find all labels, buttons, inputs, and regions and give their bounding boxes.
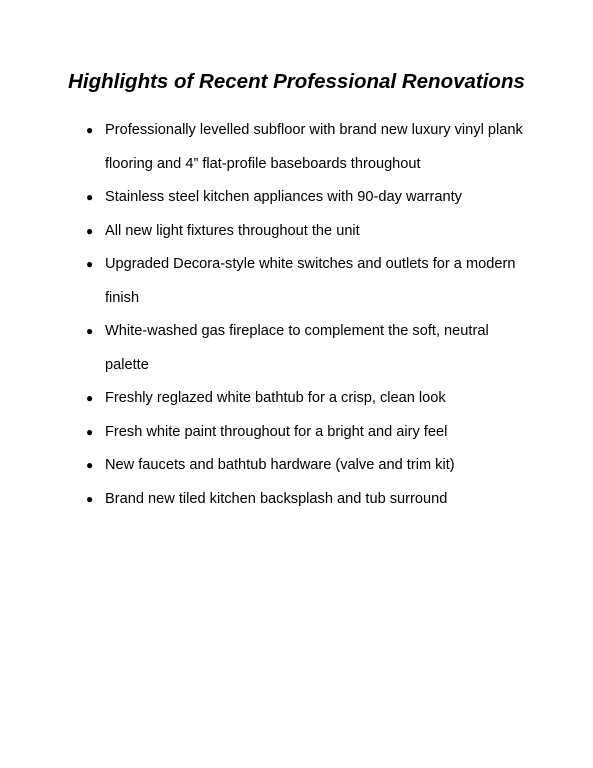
- bullet-icon: ●: [86, 424, 94, 439]
- list-item-text: New faucets and bathtub hardware (valve and trim kit): [105, 457, 455, 473]
- list-item-text: Freshly reglazed white bathtub for a crisp, clean look: [105, 390, 446, 406]
- list-item-text: White-washed gas fireplace to complement the soft, neutral: [105, 323, 489, 339]
- bullet-icon: ●: [86, 257, 94, 271]
- list-item-switches: [86, 248, 545, 315]
- list-item-text: palette: [105, 356, 149, 373]
- list-item-light-fixtures: [86, 215, 545, 249]
- list-item-bathtub: [86, 382, 545, 416]
- list-item-text: All new light fixtures throughout the unit: [105, 222, 360, 239]
- list-item-text: Brand new tiled kitchen backsplash and tub surround: [105, 490, 448, 507]
- list-item-appliances: [86, 181, 545, 215]
- page-title: Highlights of Recent Professional Renovations: [68, 70, 525, 93]
- list-item-paint: [86, 416, 545, 450]
- list-item-backsplash: [86, 483, 545, 517]
- bullet-icon: ●: [86, 190, 94, 204]
- list-item-text: Stainless steel kitchen appliances with 90-day warranty: [105, 189, 462, 205]
- list-item-text: finish: [105, 289, 140, 306]
- bullet-icon: ●: [86, 458, 94, 472]
- list-item-faucets: [86, 449, 545, 483]
- list-item-subfloor: [86, 114, 545, 181]
- list-item-text: Upgraded Decora-style white switches and outlets for a modern: [105, 256, 516, 272]
- bullet-icon: ●: [86, 223, 94, 238]
- renovation-highlights-list: [0, 114, 593, 516]
- bullet-icon: ●: [86, 491, 94, 506]
- list-item-fireplace: [86, 315, 545, 382]
- bullet-icon: ●: [86, 324, 94, 338]
- bullet-icon: ●: [86, 123, 94, 137]
- list-item-text: Fresh white paint throughout for a bright and airy feel: [105, 423, 448, 440]
- bullet-icon: ●: [86, 391, 94, 405]
- list-item-text: flooring and 4” flat-profile baseboards throughout: [105, 155, 421, 172]
- list-item-text: Professionally levelled subfloor with brand new luxury vinyl plank: [105, 122, 523, 138]
